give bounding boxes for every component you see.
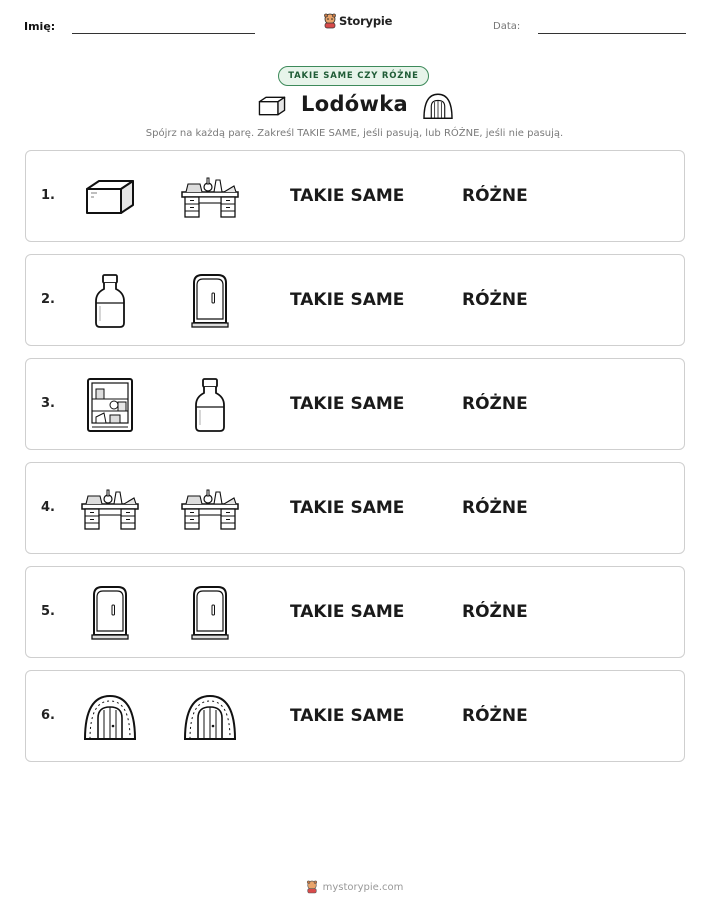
oven-icon <box>80 687 140 747</box>
activity-badge: TAKIE SAME CZY RÓŻNE <box>278 66 429 86</box>
fridge-icon <box>180 583 240 643</box>
lab-desk-icon <box>80 479 140 539</box>
question-row <box>25 670 685 762</box>
question-row <box>25 566 685 658</box>
date-input-line[interactable] <box>538 33 686 34</box>
question-row <box>25 150 685 242</box>
option-different[interactable]: RÓŻNE <box>462 498 528 518</box>
option-same[interactable]: TAKIE SAME <box>290 394 405 414</box>
question-row <box>25 254 685 346</box>
fridge-icon <box>80 583 140 643</box>
title-row <box>0 92 709 122</box>
oven-icon <box>422 92 454 124</box>
option-different[interactable]: RÓŻNE <box>462 706 528 726</box>
question-number: 5. <box>41 604 55 619</box>
option-same[interactable]: TAKIE SAME <box>290 290 405 310</box>
fridge-icon <box>180 271 240 331</box>
name-input-line[interactable] <box>72 33 255 34</box>
footer <box>0 880 709 894</box>
question-row <box>25 462 685 554</box>
milk-bottle-icon <box>180 375 240 435</box>
name-label: Imię: <box>24 20 56 33</box>
question-number: 6. <box>41 708 55 723</box>
option-same[interactable]: TAKIE SAME <box>290 186 405 206</box>
question-number: 3. <box>41 396 55 411</box>
question-list <box>25 150 685 774</box>
lab-desk-icon <box>180 167 240 227</box>
footer-url: mystorypie.com <box>322 881 404 893</box>
storypie-mascot-icon <box>323 13 337 29</box>
open-fridge-icon <box>80 375 140 435</box>
instructions-text: Spójrz na każdą parę. Zakreśl TAKIE SAME, jeśli pasują, lub RÓŻNE, jeśli nie pasują. <box>145 128 564 139</box>
brand-logo <box>323 13 392 29</box>
ice-block-icon <box>80 167 140 227</box>
option-different[interactable]: RÓŻNE <box>462 394 528 414</box>
question-number: 2. <box>41 292 55 307</box>
worksheet-header <box>0 0 709 50</box>
lab-desk-icon <box>180 479 240 539</box>
question-number: 1. <box>41 188 55 203</box>
page-title: Lodówka <box>301 92 408 116</box>
option-same[interactable]: TAKIE SAME <box>290 602 405 622</box>
date-label: Data: <box>493 21 521 32</box>
brand-name: Storypie <box>339 14 393 28</box>
option-different[interactable]: RÓŻNE <box>462 602 528 622</box>
ice-block-icon <box>257 94 287 122</box>
storypie-mascot-icon <box>306 880 318 894</box>
question-row <box>25 358 685 450</box>
oven-icon <box>180 687 240 747</box>
option-same[interactable]: TAKIE SAME <box>290 498 405 518</box>
milk-bottle-icon <box>80 271 140 331</box>
option-same[interactable]: TAKIE SAME <box>290 706 405 726</box>
question-number: 4. <box>41 500 55 515</box>
option-different[interactable]: RÓŻNE <box>462 290 528 310</box>
option-different[interactable]: RÓŻNE <box>462 186 528 206</box>
